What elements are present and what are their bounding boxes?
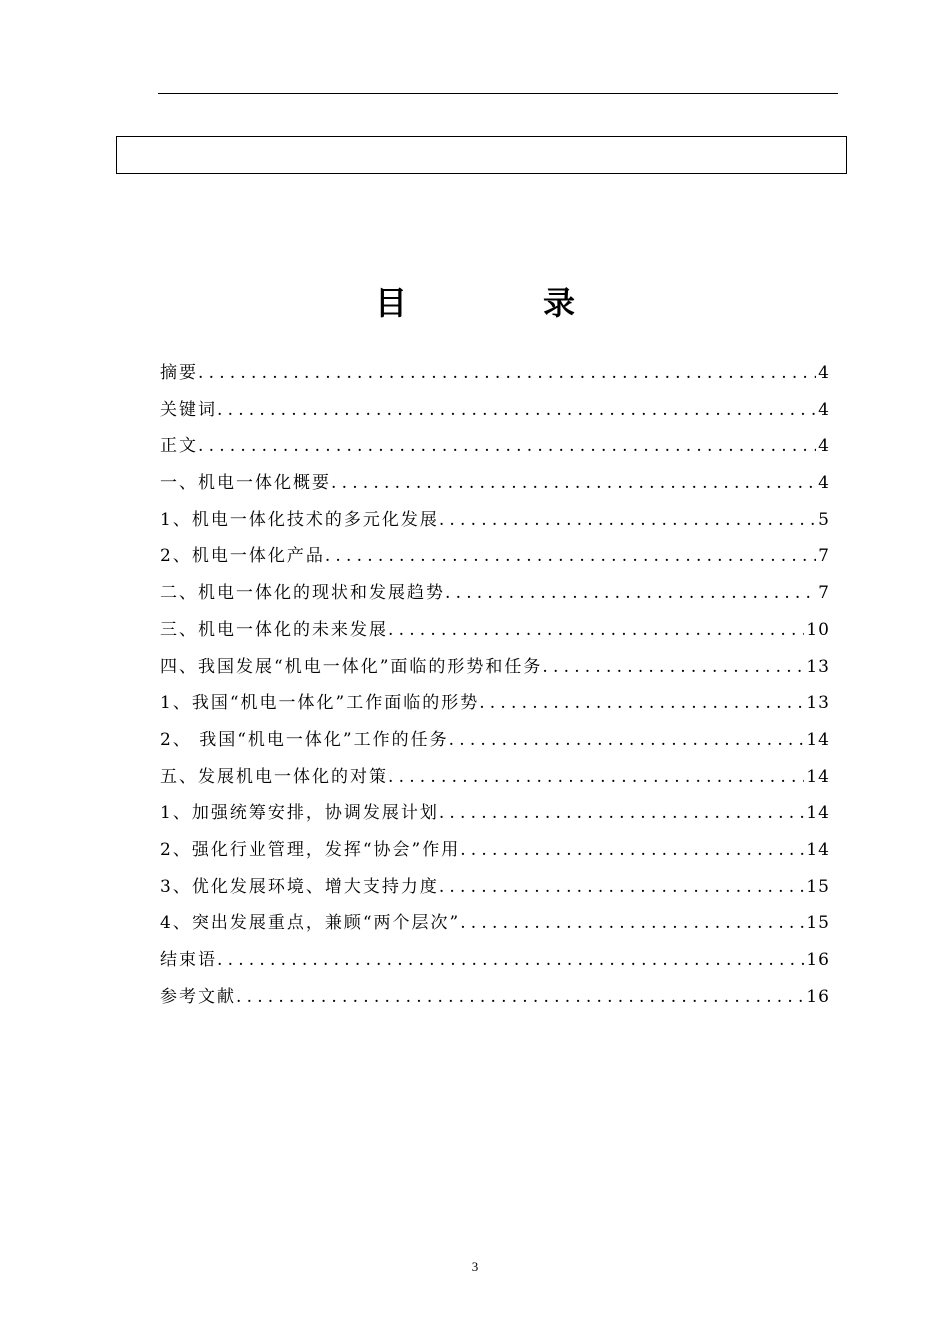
toc-leader-dots bbox=[331, 473, 816, 493]
toc-entry-section-5-1[interactable] bbox=[160, 798, 830, 835]
toc-entry-section-4-1[interactable] bbox=[160, 688, 830, 725]
toc-entry-section-1[interactable] bbox=[160, 468, 830, 505]
toc-entry-page: 14 bbox=[806, 839, 830, 860]
toc-entry-section-5-2[interactable] bbox=[160, 835, 830, 872]
toc-entry-text: 3、优化发展环境、增大支持力度 bbox=[160, 876, 439, 897]
toc-leader-dots bbox=[479, 693, 804, 713]
toc-entry-page: 13 bbox=[806, 693, 830, 714]
toc-entry-text: 4、突出发展重点，兼顾“两个层次” bbox=[160, 913, 461, 934]
toc-entry-section-4-2[interactable] bbox=[160, 725, 830, 762]
toc-entry-page: 16 bbox=[806, 986, 830, 1007]
toc-leader-dots bbox=[439, 877, 805, 897]
toc-leader-dots bbox=[217, 950, 804, 970]
toc-entry-section-2[interactable] bbox=[160, 578, 830, 615]
toc-entry-page: 16 bbox=[806, 950, 830, 970]
toc-entry-text: 结束语 bbox=[160, 950, 217, 970]
toc-entry-section-4[interactable] bbox=[160, 652, 830, 689]
toc-title: 目 录 bbox=[374, 284, 627, 322]
toc-entry-text: 摘要 bbox=[160, 363, 198, 383]
toc-entry-text: 一、机电一体化概要 bbox=[160, 473, 331, 494]
page-number: 3 bbox=[471, 1259, 479, 1274]
toc-entry-body[interactable] bbox=[160, 431, 830, 468]
toc-leader-dots bbox=[460, 840, 804, 860]
toc-entry-text: 1、加强统筹安排，协调发展计划 bbox=[160, 803, 439, 824]
toc-entry-section-5[interactable] bbox=[160, 762, 830, 799]
toc-entry-page: 5 bbox=[818, 509, 830, 530]
toc-entry-page: 4 bbox=[818, 473, 830, 494]
toc-entry-page: 14 bbox=[806, 766, 830, 787]
toc-leader-dots bbox=[325, 546, 816, 566]
toc-leader-dots bbox=[449, 730, 805, 750]
toc-entry-page: 14 bbox=[806, 803, 830, 824]
toc-entry-section-5-4[interactable] bbox=[160, 908, 830, 945]
toc-entry-page: 4 bbox=[818, 363, 830, 383]
toc-leader-dots bbox=[236, 987, 804, 1007]
toc-entry-section-5-3[interactable] bbox=[160, 872, 830, 909]
header-box bbox=[116, 136, 847, 174]
toc-entry-text: 1、机电一体化技术的多元化发展 bbox=[160, 509, 439, 530]
toc-leader-dots bbox=[439, 510, 816, 530]
header-rule bbox=[158, 93, 838, 94]
toc-entry-page: 4 bbox=[818, 399, 830, 420]
toc-entry-section-1-1[interactable] bbox=[160, 505, 830, 542]
toc-entry-text: 五、发展机电一体化的对策 bbox=[160, 766, 388, 787]
toc-entry-section-1-2[interactable] bbox=[160, 541, 830, 578]
toc-entry-page: 15 bbox=[806, 876, 830, 897]
toc-entry-section-3[interactable] bbox=[160, 615, 830, 652]
toc-leader-dots bbox=[198, 436, 816, 456]
toc-list bbox=[160, 358, 830, 1018]
toc-entry-page: 14 bbox=[806, 729, 830, 750]
toc-entry-page: 10 bbox=[806, 619, 830, 640]
toc-entry-conclusion[interactable] bbox=[160, 945, 830, 982]
toc-leader-dots bbox=[445, 583, 816, 603]
toc-entry-page: 13 bbox=[806, 656, 830, 677]
toc-leader-dots bbox=[460, 913, 804, 933]
toc-entry-references[interactable] bbox=[160, 982, 830, 1019]
toc-entry-text: 关键词 bbox=[160, 399, 217, 420]
toc-entry-text: 2、机电一体化产品 bbox=[160, 546, 325, 567]
toc-entry-text: 2、强化行业管理，发挥“协会”作用 bbox=[160, 839, 461, 860]
toc-entry-abstract[interactable] bbox=[160, 358, 830, 395]
toc-entry-text: 正文 bbox=[160, 436, 198, 457]
toc-leader-dots bbox=[542, 657, 804, 677]
toc-leader-dots bbox=[388, 767, 804, 787]
toc-entry-text: 1、我国“机电一体化”工作面临的形势 bbox=[160, 693, 480, 714]
toc-entry-page: 7 bbox=[818, 583, 830, 604]
toc-entry-text: 2、 我国“机电一体化”工作的任务 bbox=[160, 729, 449, 750]
toc-entry-page: 15 bbox=[806, 913, 830, 934]
toc-entry-text: 二、机电一体化的现状和发展趋势 bbox=[160, 583, 445, 604]
toc-entry-page: 4 bbox=[818, 436, 830, 457]
toc-entry-page: 7 bbox=[818, 546, 830, 567]
toc-leader-dots bbox=[388, 620, 804, 640]
toc-entry-text: 参考文献 bbox=[160, 986, 236, 1007]
toc-leader-dots bbox=[198, 363, 816, 383]
toc-entry-text: 三、机电一体化的未来发展 bbox=[160, 619, 388, 640]
toc-entry-keywords[interactable] bbox=[160, 395, 830, 432]
toc-leader-dots bbox=[439, 803, 805, 823]
toc-entry-text: 四、我国发展“机电一体化”面临的形势和任务 bbox=[160, 656, 543, 677]
toc-leader-dots bbox=[217, 400, 816, 420]
